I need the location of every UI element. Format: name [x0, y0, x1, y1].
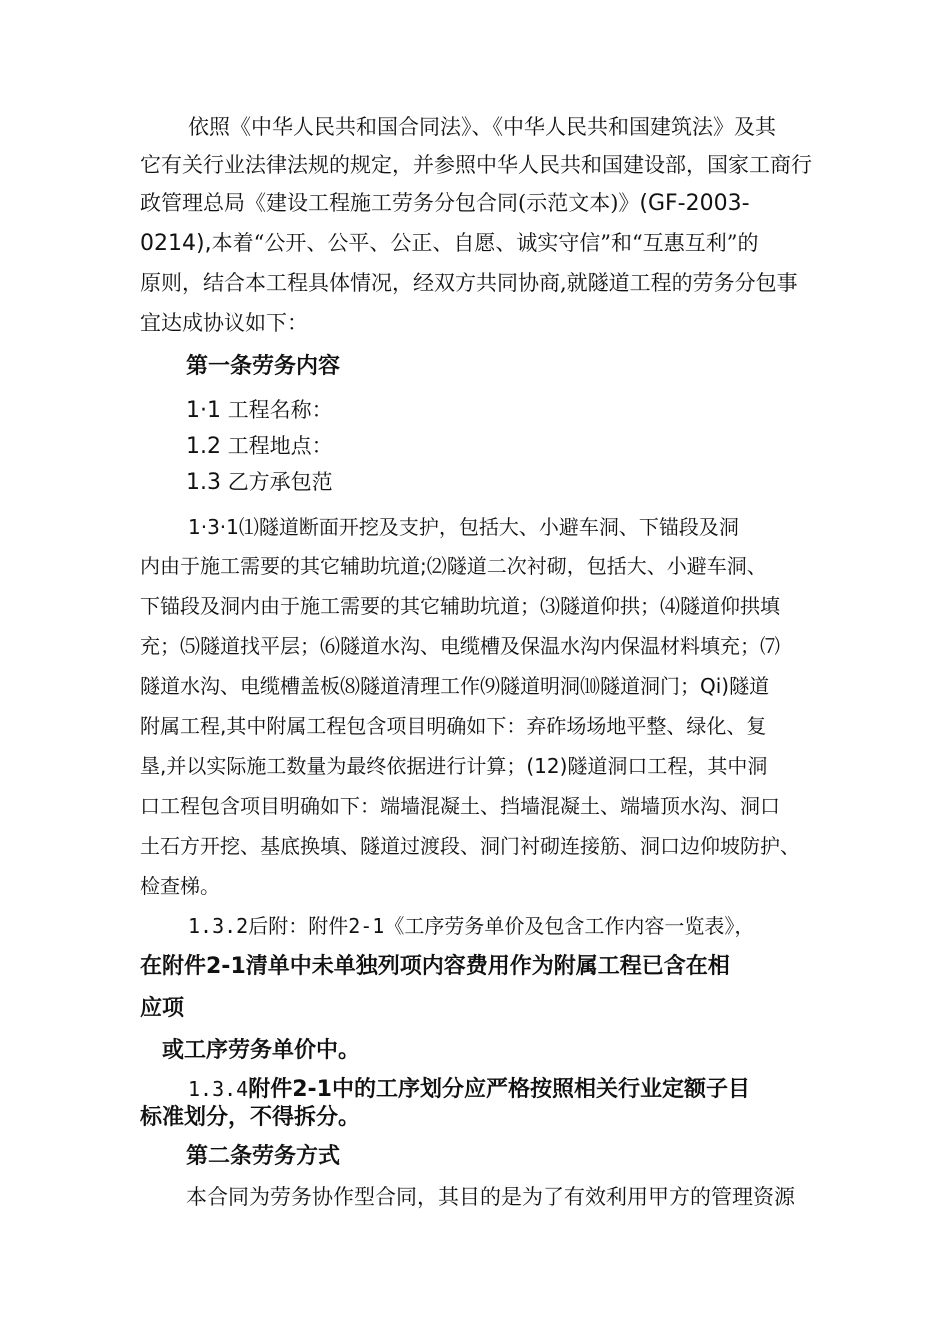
item-1-3-1-line7: 垦,并以实际施工数量为最终依据进行计算；(12)隧道洞口工程，其中洞: [140, 754, 768, 778]
para1-line2: 它有关行业法律法规的规定，并参照中华人民共和国建设部，国家工商行: [140, 153, 812, 177]
item-1-3-1-line6: 附属工程,其中附属工程包含项目明确如下：弃砟场场地平整、绿化、复: [140, 714, 767, 738]
item-1-3-1-line2: 内由于施工需要的其它辅助坑道;⑵隧道二次衬砌，包括大、小避车洞、: [140, 554, 767, 578]
item-1-3-1-line8: 口工程包含项目明确如下：端墙混凝土、挡墙混凝土、端墙顶水沟、洞口: [140, 794, 780, 818]
article2-line1: 本合同为劳务协作型合同，其目的是为了有效利用甲方的管理资源: [186, 1185, 795, 1209]
item-1-2-number: 1.2: [186, 434, 221, 459]
item-1-3-2-line3: 应项: [140, 996, 185, 1021]
para1-line1: 依照《中华人民共和国合同法》、《中华人民共和国建筑法》及其: [188, 115, 776, 139]
para1-line4: [140, 228, 759, 259]
para1-line3: [140, 188, 750, 219]
item-1-2-text: 工程地点：: [227, 434, 333, 458]
item-1-3-4-text: 附件2-1中的工序划分应严格按照相关行业定额子目: [248, 1077, 750, 1102]
para1-line3-code: (GF-2003-: [639, 191, 750, 216]
item-1-3-4-line2: 标准划分，不得拆分。: [140, 1105, 361, 1130]
para1-line3-text: 政管理总局《建设工程施工劳务分包合同(示范文本)》: [140, 191, 640, 215]
para1-line4-text: 本着“公开、公平、公正、自愿、诚实守信”和“互惠互利”的: [211, 231, 759, 255]
item-1-3-2-line4: 或工序劳务单价中。: [162, 1038, 361, 1063]
item-1-3-4-line1: [188, 1074, 750, 1105]
item-1-3-4-number: 1.3.4: [188, 1077, 249, 1101]
item-1-3-number: 1.3: [186, 470, 221, 495]
item-1-3-1-line5: 隧道水沟、电缆槽盖板⑻隧道清理工作⑼隧道明洞⑽隧道洞门；Qi)隧道: [140, 674, 770, 698]
item-1-1-text: 工程名称：: [227, 398, 333, 422]
item-1-3-text: 乙方承包范: [227, 470, 333, 494]
para1-line5: 原则，结合本工程具体情况，经双方共同协商,就隧道工程的劳务分包事: [140, 271, 798, 295]
item-1-3: [186, 467, 333, 498]
article2-title: 第二条劳务方式: [186, 1144, 341, 1169]
item-1-3-1-line10: 检查梯。: [140, 874, 220, 898]
para1-line6: 宜达成协议如下：: [140, 311, 308, 335]
item-1-3-1-line1: 1·3·1⑴隧道断面开挖及支护，包括大、小避车洞、下锚段及洞: [188, 515, 739, 539]
item-1-3-2-line2: 在附件2-1清单中未单独列项内容费用作为附属工程已含在相: [140, 954, 730, 979]
item-1-3-2-line1: 1.3.2后附：附件2-1《工序劳务单价及包含工作内容一览表》，: [188, 914, 755, 938]
item-1-1: [186, 395, 333, 426]
item-1-3-1-line9: 土石方开挖、基底换填、隧道过渡段、洞门衬砌连接筋、洞口边仰坡防护、: [140, 834, 800, 858]
article1-title: 第一条劳务内容: [186, 354, 341, 379]
item-1-3-1-line3: 下锚段及洞内由于施工需要的其它辅助坑道；⑶隧道仰拱；⑷隧道仰拱填: [140, 594, 780, 618]
item-1-2: [186, 431, 333, 462]
item-1-3-1-line4: 充；⑸隧道找平层；⑹隧道水沟、电缆槽及保温水沟内保温材料填充；⑺: [140, 634, 780, 658]
item-1-1-number: 1·1: [186, 398, 221, 423]
para1-line4-code: 0214),: [140, 231, 212, 256]
